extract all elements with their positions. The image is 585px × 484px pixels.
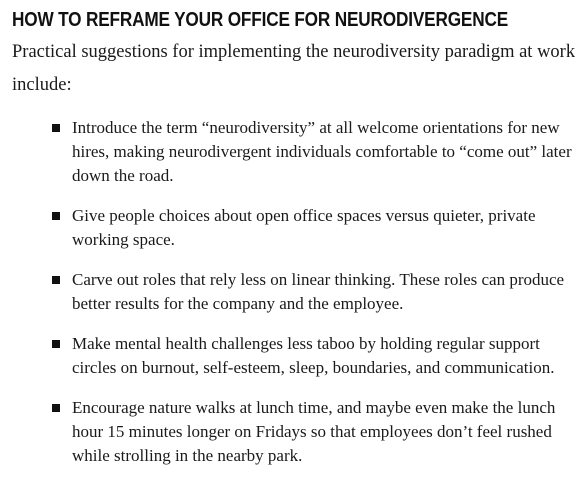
article — [12, 8, 580, 465]
list-item — [12, 332, 580, 380]
article-heading: HOW TO REFRAME YOUR OFFICE FOR NEURODIVERGENCE — [12, 9, 509, 31]
list-item-text: Give people choices about open office spaces versus quieter, private working space. — [72, 206, 536, 249]
square-bullet-icon — [52, 340, 60, 348]
list-item-text: Encourage nature walks at lunch time, and maybe even make the lunch hour 15 minutes longer on Fridays so that employees don’t feel rushed while strolling in the nearby park. — [72, 398, 556, 465]
list-item — [12, 396, 580, 468]
list-item-text: Make mental health challenges less taboo by holding regular support circles on burnout, self-esteem, sleep, boundaries, and communication. — [72, 334, 555, 377]
square-bullet-icon — [52, 276, 60, 284]
list-item-text: Introduce the term “neurodiversity” at all welcome orientations for new hires, making neurodivergent individuals comfortable to “come out” later down the road. — [72, 118, 572, 185]
list-item — [12, 116, 580, 188]
square-bullet-icon — [52, 124, 60, 132]
square-bullet-icon — [52, 212, 60, 220]
list-item — [12, 268, 580, 316]
list-item-text: Carve out roles that rely less on linear thinking. These roles can produce better results for the company and the employee. — [72, 270, 565, 313]
article-intro: Practical suggestions for implementing the neurodiversity paradigm at work include: — [12, 42, 576, 95]
suggestion-list — [12, 116, 580, 484]
list-item — [12, 204, 580, 252]
square-bullet-icon — [52, 404, 60, 412]
